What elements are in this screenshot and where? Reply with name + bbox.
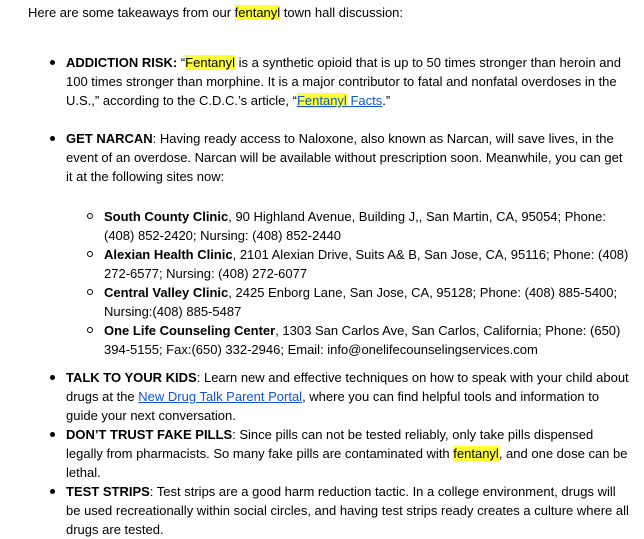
intro-text-before: Here are some takeaways from our — [28, 5, 235, 20]
site-details: , 90 Highland Avenue, Building J,, San Martin, CA, 95054; Phone: (408) 852-2420; Nursing: (408) 852-2440 — [104, 209, 606, 243]
list-item-fake-pills — [66, 425, 632, 482]
addiction-text-end: .” — [382, 93, 391, 108]
site-name: One Life Counseling Center — [104, 323, 276, 338]
list-item-get-narcan — [66, 129, 632, 359]
facts-link-text: Facts — [346, 93, 383, 108]
term-get-narcan: GET NARCAN — [66, 131, 153, 146]
addiction-text: is a synthetic opioid that is up to 50 times stronger than heroin and 100 times stronger than morphine. It is a major contributor to fatal and nonfatal overdoses in the U.S.,” according to the C.D.C.’s article, “ — [66, 55, 621, 108]
pills-highlight-fentanyl: fentanyl — [453, 446, 499, 461]
site-item — [104, 321, 632, 359]
pills-text: : Since pills can not be tested reliably, only take pills dispensed legally from pharmacists. So many fake pills are contaminated with — [66, 427, 594, 461]
narcan-text: : Having ready access to Naloxone, also known as Narcan, will save lives, in the event of an overdose. Narcan will be available without prescription soon. Meanwhile, you can get it at the following sites now: — [66, 131, 623, 184]
parent-portal-link[interactable]: New Drug Talk Parent Portal — [138, 389, 303, 404]
narcan-sites-list — [66, 207, 632, 359]
fentanyl-facts-link[interactable] — [297, 93, 382, 108]
site-details: , 2425 Enborg Lane, San Jose, CA, 95128; Phone: (408) 885-5400; Nursing:(408) 885-5487 — [104, 285, 618, 319]
site-details: , 1303 San Carlos Ave, San Carlos, California; Phone: (650) 394-5155; Fax:(650) 332-2946; Email: info@onelifecounselingservices.com — [104, 323, 621, 357]
intro-highlight-fentanyl: fentanyl — [234, 5, 281, 20]
site-item — [104, 245, 632, 283]
intro-paragraph — [28, 3, 403, 22]
term-test-strips: TEST STRIPS — [66, 484, 150, 499]
takeaways-list — [28, 53, 632, 539]
term-addiction-risk: ADDICTION RISK: — [66, 55, 178, 70]
term-fake-pills: DON’T TRUST FAKE PILLS — [66, 427, 233, 442]
addiction-highlight-fentanyl: Fentanyl — [185, 55, 236, 70]
strips-text: : Test strips are a good harm reduction tactic. In a college environment, drugs will be used recreationally within social circles, and having test strips ready creates a culture where all drugs are tested. — [66, 484, 629, 537]
site-item — [104, 207, 632, 245]
term-talk-to-kids: TALK TO YOUR KIDS — [66, 370, 197, 385]
list-item-test-strips — [66, 482, 632, 539]
site-item — [104, 283, 632, 321]
addiction-quote-open: “ — [177, 55, 186, 70]
site-name: South County Clinic — [104, 209, 229, 224]
list-item-talk-to-kids — [66, 368, 632, 425]
pills-text-end: , and one dose can be lethal. — [66, 446, 628, 480]
list-item-addiction-risk — [66, 53, 632, 110]
site-name: Alexian Health Clinic — [104, 247, 233, 262]
intro-text-after: town hall discussion: — [280, 5, 404, 20]
kids-text-end: , where you can find helpful tools and information to guide your next conversation. — [66, 389, 600, 423]
facts-link-highlight: Fentanyl — [296, 93, 347, 108]
site-details: , 2101 Alexian Drive, Suits A& B, San Jose, CA, 95116; Phone: (408) 272-6577; Nursing: (408) 272-6077 — [104, 247, 629, 281]
site-name: Central Valley Clinic — [104, 285, 229, 300]
kids-text: : Learn new and effective techniques on how to speak with your child about drugs at the — [66, 370, 629, 404]
